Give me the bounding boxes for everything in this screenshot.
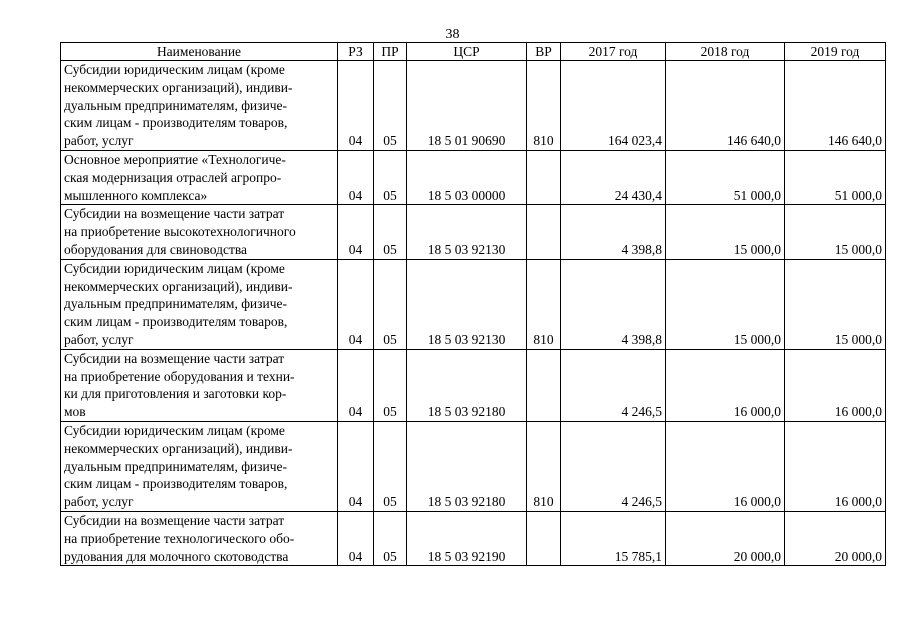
row-name-cell bbox=[61, 259, 338, 349]
table-row bbox=[61, 259, 886, 349]
row-name-line: ским лицам - производителям товаров, bbox=[64, 314, 288, 330]
table-row bbox=[61, 511, 886, 565]
row-name-line: дуальным предпринимателям, физиче- bbox=[64, 458, 287, 474]
row-name-cell bbox=[61, 150, 338, 204]
row-name-line: на приобретение технологического обо- bbox=[64, 530, 295, 546]
row-2018-cell: 51 000,0 bbox=[666, 150, 785, 204]
row-2019-cell: 51 000,0 bbox=[785, 150, 886, 204]
row-csr-cell: 18 5 03 92180 bbox=[407, 349, 527, 421]
row-rz-cell: 04 bbox=[338, 259, 374, 349]
row-name-cell bbox=[61, 205, 338, 259]
row-csr-cell: 18 5 03 92130 bbox=[407, 259, 527, 349]
row-rz-cell: 04 bbox=[338, 349, 374, 421]
row-2017-cell: 24 430,4 bbox=[561, 150, 666, 204]
row-2018-cell: 15 000,0 bbox=[666, 205, 785, 259]
row-2017-cell: 4 398,8 bbox=[561, 205, 666, 259]
page-number: 38 bbox=[445, 27, 460, 42]
row-vr-cell bbox=[527, 511, 561, 565]
header-vr: ВР bbox=[527, 43, 561, 61]
row-name-line: Субсидии на возмещение части затрат bbox=[64, 206, 285, 222]
header-rz: РЗ bbox=[338, 43, 374, 61]
row-name-cell bbox=[61, 511, 338, 565]
header-pr: ПР bbox=[374, 43, 407, 61]
row-vr-cell: 810 bbox=[527, 259, 561, 349]
row-2019-cell: 16 000,0 bbox=[785, 349, 886, 421]
header-2018: 2018 год bbox=[666, 43, 785, 61]
row-vr-cell: 810 bbox=[527, 421, 561, 511]
row-2017-cell: 4 246,5 bbox=[561, 349, 666, 421]
row-2019-cell: 15 000,0 bbox=[785, 205, 886, 259]
row-name-line: некоммерческих организаций), индиви- bbox=[64, 440, 293, 456]
row-csr-cell: 18 5 03 00000 bbox=[407, 150, 527, 204]
table-row bbox=[61, 150, 886, 204]
row-pr-cell: 05 bbox=[374, 421, 407, 511]
row-name-line: работ, услуг bbox=[64, 331, 134, 347]
row-name-line: работ, услуг bbox=[64, 494, 134, 510]
row-name-line: работ, услуг bbox=[64, 133, 134, 149]
row-name-line: мышленного комплекса» bbox=[64, 187, 208, 203]
row-csr-cell: 18 5 03 92180 bbox=[407, 421, 527, 511]
row-name-cell bbox=[61, 349, 338, 421]
row-2018-cell: 15 000,0 bbox=[666, 259, 785, 349]
header-2017: 2017 год bbox=[561, 43, 666, 61]
header-name: Наименование bbox=[61, 43, 338, 61]
row-2017-cell: 15 785,1 bbox=[561, 511, 666, 565]
header-2019: 2019 год bbox=[785, 43, 886, 61]
table-row bbox=[61, 349, 886, 421]
row-name-line: дуальным предпринимателям, физиче- bbox=[64, 97, 287, 113]
row-2019-cell: 15 000,0 bbox=[785, 259, 886, 349]
row-2017-cell: 4 246,5 bbox=[561, 421, 666, 511]
table-body bbox=[61, 61, 886, 566]
row-vr-cell bbox=[527, 150, 561, 204]
row-name-line: рудования для молочного скотоводства bbox=[64, 548, 289, 564]
header-row bbox=[61, 43, 886, 61]
row-name-cell bbox=[61, 61, 338, 151]
row-pr-cell: 05 bbox=[374, 511, 407, 565]
row-pr-cell: 05 bbox=[374, 205, 407, 259]
row-name-cell bbox=[61, 421, 338, 511]
row-2017-cell: 4 398,8 bbox=[561, 259, 666, 349]
row-2018-cell: 146 640,0 bbox=[666, 61, 785, 151]
row-name-line: на приобретение оборудования и техни- bbox=[64, 368, 295, 384]
row-vr-cell bbox=[527, 349, 561, 421]
row-csr-cell: 18 5 03 92190 bbox=[407, 511, 527, 565]
row-name-line: мов bbox=[64, 404, 86, 420]
row-name-line: Основное мероприятие «Технологиче- bbox=[64, 151, 286, 167]
row-name-line: на приобретение высокотехнологичного bbox=[64, 224, 296, 240]
row-2018-cell: 20 000,0 bbox=[666, 511, 785, 565]
row-pr-cell: 05 bbox=[374, 61, 407, 151]
budget-table bbox=[60, 42, 886, 566]
row-name-line: Субсидии на возмещение части затрат bbox=[64, 350, 285, 366]
row-csr-cell: 18 5 03 92130 bbox=[407, 205, 527, 259]
row-rz-cell: 04 bbox=[338, 205, 374, 259]
row-2018-cell: 16 000,0 bbox=[666, 349, 785, 421]
row-2019-cell: 146 640,0 bbox=[785, 61, 886, 151]
row-name-line: некоммерческих организаций), индиви- bbox=[64, 79, 293, 95]
row-name-line: ская модернизация отраслей агропро- bbox=[64, 169, 282, 185]
row-rz-cell: 04 bbox=[338, 421, 374, 511]
row-name-line: ки для приготовления и заготовки кор- bbox=[64, 386, 287, 402]
row-name-line: Субсидии на возмещение части затрат bbox=[64, 512, 285, 528]
row-name-line: некоммерческих организаций), индиви- bbox=[64, 278, 293, 294]
row-2019-cell: 16 000,0 bbox=[785, 421, 886, 511]
row-csr-cell: 18 5 01 90690 bbox=[407, 61, 527, 151]
table-row bbox=[61, 421, 886, 511]
row-rz-cell: 04 bbox=[338, 150, 374, 204]
table-row bbox=[61, 205, 886, 259]
row-vr-cell bbox=[527, 205, 561, 259]
row-name-line: ским лицам - производителям товаров, bbox=[64, 115, 288, 131]
row-pr-cell: 05 bbox=[374, 349, 407, 421]
row-name-line: ским лицам - производителям товаров, bbox=[64, 476, 288, 492]
row-2019-cell: 20 000,0 bbox=[785, 511, 886, 565]
table-row bbox=[61, 61, 886, 151]
row-name-line: Субсидии юридическим лицам (кроме bbox=[64, 260, 285, 276]
row-2017-cell: 164 023,4 bbox=[561, 61, 666, 151]
row-name-line: Субсидии юридическим лицам (кроме bbox=[64, 62, 285, 77]
row-2018-cell: 16 000,0 bbox=[666, 421, 785, 511]
row-vr-cell: 810 bbox=[527, 61, 561, 151]
row-rz-cell: 04 bbox=[338, 511, 374, 565]
row-name-line: Субсидии юридическим лицам (кроме bbox=[64, 422, 285, 438]
row-name-line: оборудования для свиноводства bbox=[64, 241, 248, 257]
row-pr-cell: 05 bbox=[374, 150, 407, 204]
row-rz-cell: 04 bbox=[338, 61, 374, 151]
row-pr-cell: 05 bbox=[374, 259, 407, 349]
header-csr: ЦСР bbox=[407, 43, 527, 61]
row-name-line: дуальным предпринимателям, физиче- bbox=[64, 296, 287, 312]
